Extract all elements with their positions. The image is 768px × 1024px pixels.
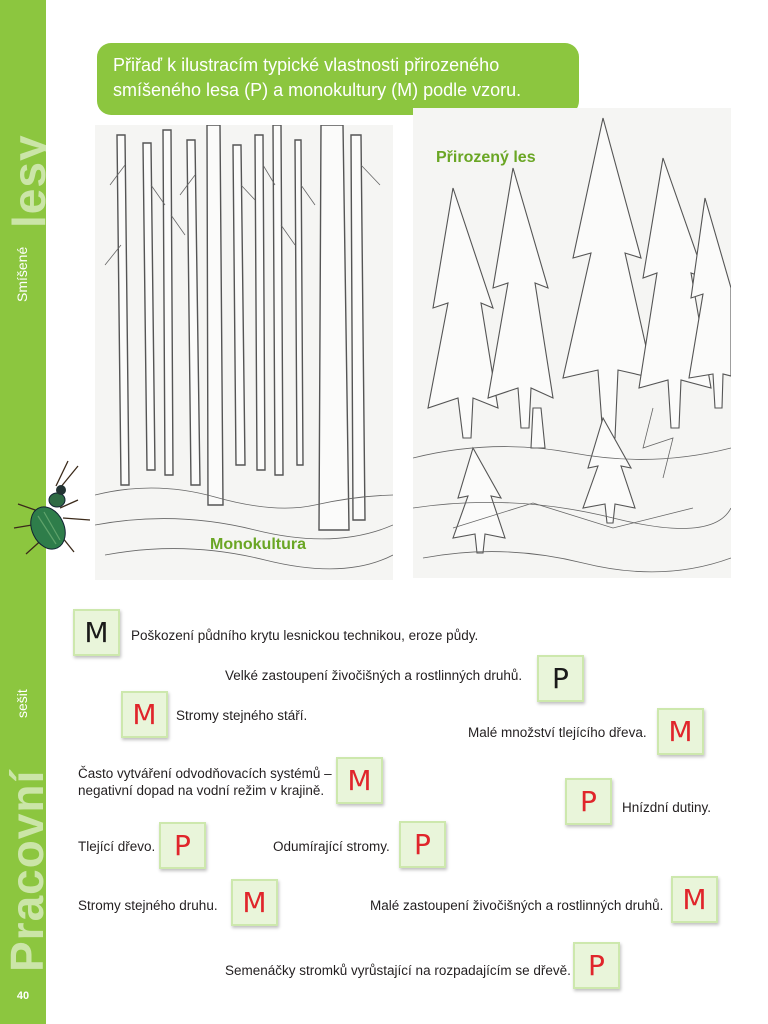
answer-box-9[interactable]: M <box>231 879 278 926</box>
statement-6: Hnízdní dutiny. <box>622 800 712 815</box>
statement-1: Poškození půdního krytu lesnickou technikou, eroze půdy. <box>131 628 479 643</box>
statement-4: Malé množství tlejícího dřeva. <box>468 725 647 740</box>
statement-5 <box>78 765 332 799</box>
statement-10: Malé zastoupení živočišných a rostlinných druhů. <box>370 898 664 913</box>
sidebar-subtitle-sesit: sešit <box>14 689 30 718</box>
statement-7: Tlející dřevo. <box>78 839 156 854</box>
statement-11: Semenáčky stromků vyrůstající na rozpadajícím se dřevě. <box>225 963 571 978</box>
sidebar-title-pracovni: Pracovní <box>1 769 53 972</box>
answer-box-10[interactable]: M <box>671 876 718 923</box>
statement-5-line-2: negativní dopad na vodní režim v krajině. <box>78 783 325 798</box>
statement-2: Velké zastoupení živočišných a rostlinných druhů. <box>225 668 523 683</box>
answer-box-11[interactable]: P <box>573 942 620 989</box>
answer-box-5[interactable]: M <box>336 757 383 804</box>
beetle-icon <box>8 456 98 556</box>
answer-box-6[interactable]: P <box>565 778 612 825</box>
natural-forest-label: Přirozený les <box>436 149 536 166</box>
instruction-box <box>97 43 579 115</box>
natural-forest-illustration <box>413 108 731 578</box>
statement-5-line-1: Často vytváření odvodňovacích systémů – <box>78 766 332 781</box>
monoculture-label: Monokultura <box>210 536 306 553</box>
answer-box-4[interactable]: M <box>657 708 704 755</box>
answer-box-3[interactable]: M <box>121 691 168 738</box>
sidebar-title-lesy: lesy <box>3 134 55 228</box>
instruction-line-2: smíšeného lesa (P) a monokultury (M) podle vzoru. <box>113 80 522 100</box>
answer-box-8[interactable]: P <box>399 821 446 868</box>
page-number: 40 <box>16 990 30 1002</box>
answer-box-2[interactable]: P <box>537 655 584 702</box>
statement-3: Stromy stejného stáří. <box>176 708 308 723</box>
statement-8: Odumírající stromy. <box>273 839 390 854</box>
answer-box-1[interactable]: M <box>73 609 120 656</box>
answer-box-7[interactable]: P <box>159 822 206 869</box>
statement-9: Stromy stejného druhu. <box>78 898 218 913</box>
monoculture-illustration <box>95 125 393 580</box>
instruction-line-1: Přiřaď k ilustracím typické vlastnosti přirozeného <box>113 55 500 75</box>
sidebar-subtitle-smisene: Smíšené <box>14 246 30 302</box>
